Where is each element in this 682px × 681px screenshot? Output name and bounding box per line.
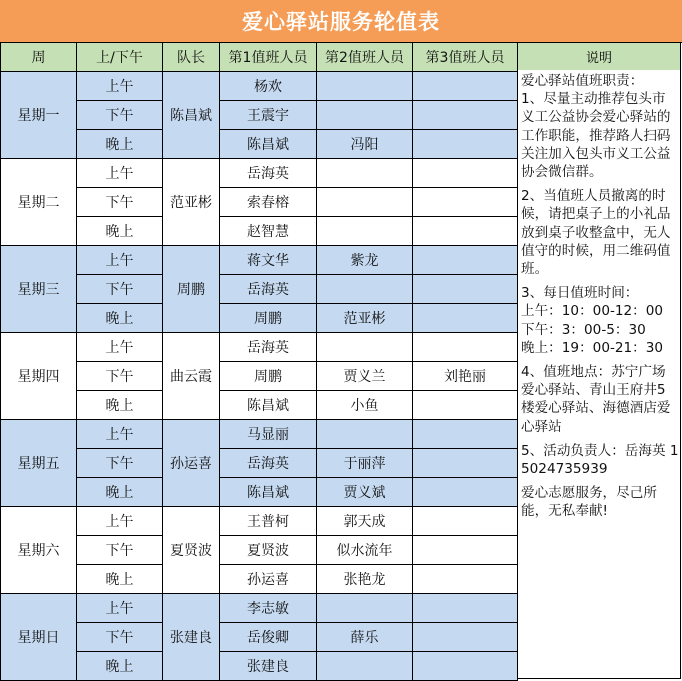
- period-cell: 上午: [77, 333, 163, 362]
- notes-panel: [517, 70, 681, 679]
- captain-cell: 孙运喜: [163, 420, 220, 507]
- staff-1-cell: 陈昌斌: [220, 130, 317, 159]
- staff-3-cell: [413, 217, 518, 246]
- table-row: [1, 594, 518, 623]
- staff-1-cell: 陈昌斌: [220, 391, 317, 420]
- table-row: [1, 623, 518, 652]
- day-cell: 星期三: [1, 246, 77, 333]
- table-row: [1, 449, 518, 478]
- roster-table: [0, 42, 518, 681]
- staff-3-cell: [413, 536, 518, 565]
- staff-3-cell: [413, 478, 518, 507]
- staff-3-cell: [413, 565, 518, 594]
- staff-3-cell: [413, 391, 518, 420]
- header-period: 上/下午: [77, 43, 163, 72]
- table-row: [1, 72, 518, 101]
- staff-2-cell: 小鱼: [317, 391, 413, 420]
- staff-2-cell: [317, 333, 413, 362]
- staff-3-cell: 刘艳丽: [413, 362, 518, 391]
- period-cell: 下午: [77, 362, 163, 391]
- staff-1-cell: 周鹏: [220, 304, 317, 333]
- table-row: [1, 362, 518, 391]
- staff-1-cell: 岳海英: [220, 449, 317, 478]
- staff-2-cell: 贾义兰: [317, 362, 413, 391]
- table-row: [1, 246, 518, 275]
- day-cell: 星期一: [1, 72, 77, 159]
- day-cell: 星期五: [1, 420, 77, 507]
- header-staff-3: 第3值班人员: [413, 43, 518, 72]
- staff-3-cell: [413, 449, 518, 478]
- note-paragraph: 爱心志愿服务，尽己所能，无私奉献!: [521, 485, 657, 520]
- staff-3-cell: [413, 420, 518, 449]
- table-row: [1, 391, 518, 420]
- note-paragraph: 4、值班地点：苏宁广场爱心驿站、青山王府井5楼爱心驿站、海德酒店爱心驿站: [521, 364, 671, 435]
- staff-2-cell: [317, 72, 413, 101]
- header-week: 周: [1, 43, 77, 72]
- period-cell: 下午: [77, 275, 163, 304]
- period-cell: 晚上: [77, 217, 163, 246]
- table-row: [1, 159, 518, 188]
- staff-3-cell: [413, 130, 518, 159]
- staff-1-cell: 周鹏: [220, 362, 317, 391]
- staff-2-cell: [317, 275, 413, 304]
- period-cell: 上午: [77, 159, 163, 188]
- staff-3-cell: [413, 188, 518, 217]
- header-staff-1: 第1值班人员: [220, 43, 317, 72]
- note-paragraph: 3、每日值班时间： 上午：10：00-12：00 下午：3：00-5：30 晚上：19：00-21：30: [521, 285, 664, 356]
- staff-2-cell: 似水流年: [317, 536, 413, 565]
- header-row: [1, 43, 518, 72]
- table-row: [1, 217, 518, 246]
- notes-header: 说明: [517, 42, 681, 71]
- captain-cell: 夏贤波: [163, 507, 220, 594]
- header-staff-2: 第2值班人员: [317, 43, 413, 72]
- period-cell: 下午: [77, 536, 163, 565]
- header-captain: 队长: [163, 43, 220, 72]
- staff-3-cell: [413, 275, 518, 304]
- day-cell: 星期二: [1, 159, 77, 246]
- table-row: [1, 275, 518, 304]
- period-cell: 晚上: [77, 304, 163, 333]
- period-cell: 晚上: [77, 652, 163, 681]
- period-cell: 下午: [77, 623, 163, 652]
- staff-3-cell: [413, 72, 518, 101]
- staff-2-cell: [317, 594, 413, 623]
- table-row: [1, 652, 518, 681]
- note-paragraph: 2、当值班人员撤离的时候，请把桌子上的小礼品放到桌子收整盒中，无人值守的时候，用二维码值班。: [521, 188, 671, 278]
- captain-cell: 范亚彬: [163, 159, 220, 246]
- staff-1-cell: 杨欢: [220, 72, 317, 101]
- table-row: [1, 188, 518, 217]
- staff-3-cell: [413, 333, 518, 362]
- table-row: [1, 420, 518, 449]
- period-cell: 晚上: [77, 478, 163, 507]
- staff-2-cell: 薛乐: [317, 623, 413, 652]
- staff-1-cell: 李志敏: [220, 594, 317, 623]
- table-row: [1, 565, 518, 594]
- period-cell: 下午: [77, 449, 163, 478]
- captain-cell: 曲云霞: [163, 333, 220, 420]
- table-row: [1, 507, 518, 536]
- table-row: [1, 101, 518, 130]
- table-row: [1, 478, 518, 507]
- staff-1-cell: 岳海英: [220, 333, 317, 362]
- note-paragraph: 5、活动负责人：岳海英 15024735939: [521, 442, 679, 478]
- period-cell: 晚上: [77, 565, 163, 594]
- staff-1-cell: 岳俊卿: [220, 623, 317, 652]
- period-cell: 上午: [77, 72, 163, 101]
- staff-2-cell: [317, 188, 413, 217]
- table-row: [1, 130, 518, 159]
- table-row: [1, 304, 518, 333]
- period-cell: 上午: [77, 507, 163, 536]
- staff-2-cell: 郭天成: [317, 507, 413, 536]
- staff-2-cell: 范亚彬: [317, 304, 413, 333]
- staff-3-cell: [413, 507, 518, 536]
- period-cell: 晚上: [77, 391, 163, 420]
- day-cell: 星期日: [1, 594, 77, 681]
- staff-3-cell: [413, 623, 518, 652]
- staff-3-cell: [413, 101, 518, 130]
- staff-1-cell: 夏贤波: [220, 536, 317, 565]
- staff-1-cell: 蒋文华: [220, 246, 317, 275]
- staff-2-cell: [317, 217, 413, 246]
- staff-1-cell: 孙运喜: [220, 565, 317, 594]
- staff-3-cell: [413, 159, 518, 188]
- captain-cell: 张建良: [163, 594, 220, 681]
- staff-1-cell: 王震宇: [220, 101, 317, 130]
- staff-2-cell: [317, 101, 413, 130]
- table-row: [1, 536, 518, 565]
- staff-3-cell: [413, 594, 518, 623]
- staff-1-cell: 岳海英: [220, 159, 317, 188]
- staff-2-cell: [317, 159, 413, 188]
- period-cell: 下午: [77, 101, 163, 130]
- staff-1-cell: 张建良: [220, 652, 317, 681]
- staff-3-cell: [413, 304, 518, 333]
- staff-2-cell: 贾义斌: [317, 478, 413, 507]
- day-cell: 星期四: [1, 333, 77, 420]
- staff-2-cell: [317, 652, 413, 681]
- staff-2-cell: 张艳龙: [317, 565, 413, 594]
- period-cell: 下午: [77, 188, 163, 217]
- period-cell: 上午: [77, 594, 163, 623]
- note-paragraph: 爱心驿站值班职责： 1、尽量主动推荐包头市义工公益协会爱心驿站的工作职能，推荐路人扫码关注加入包头市义工公益协会微信群。: [521, 73, 671, 181]
- day-cell: 星期六: [1, 507, 77, 594]
- staff-1-cell: 岳海英: [220, 275, 317, 304]
- staff-3-cell: [413, 246, 518, 275]
- page-title: 爱心驿站服务轮值表: [0, 0, 682, 43]
- staff-1-cell: 马显丽: [220, 420, 317, 449]
- staff-2-cell: [317, 420, 413, 449]
- captain-cell: 周鹏: [163, 246, 220, 333]
- roster-body: [1, 43, 518, 681]
- staff-2-cell: 冯阳: [317, 130, 413, 159]
- staff-1-cell: 索春榕: [220, 188, 317, 217]
- table-row: [1, 333, 518, 362]
- staff-1-cell: 王普柯: [220, 507, 317, 536]
- staff-1-cell: 陈昌斌: [220, 478, 317, 507]
- period-cell: 晚上: [77, 130, 163, 159]
- staff-3-cell: [413, 652, 518, 681]
- staff-2-cell: 紫龙: [317, 246, 413, 275]
- period-cell: 上午: [77, 420, 163, 449]
- captain-cell: 陈昌斌: [163, 72, 220, 159]
- staff-2-cell: 于丽萍: [317, 449, 413, 478]
- period-cell: 上午: [77, 246, 163, 275]
- staff-1-cell: 赵智慧: [220, 217, 317, 246]
